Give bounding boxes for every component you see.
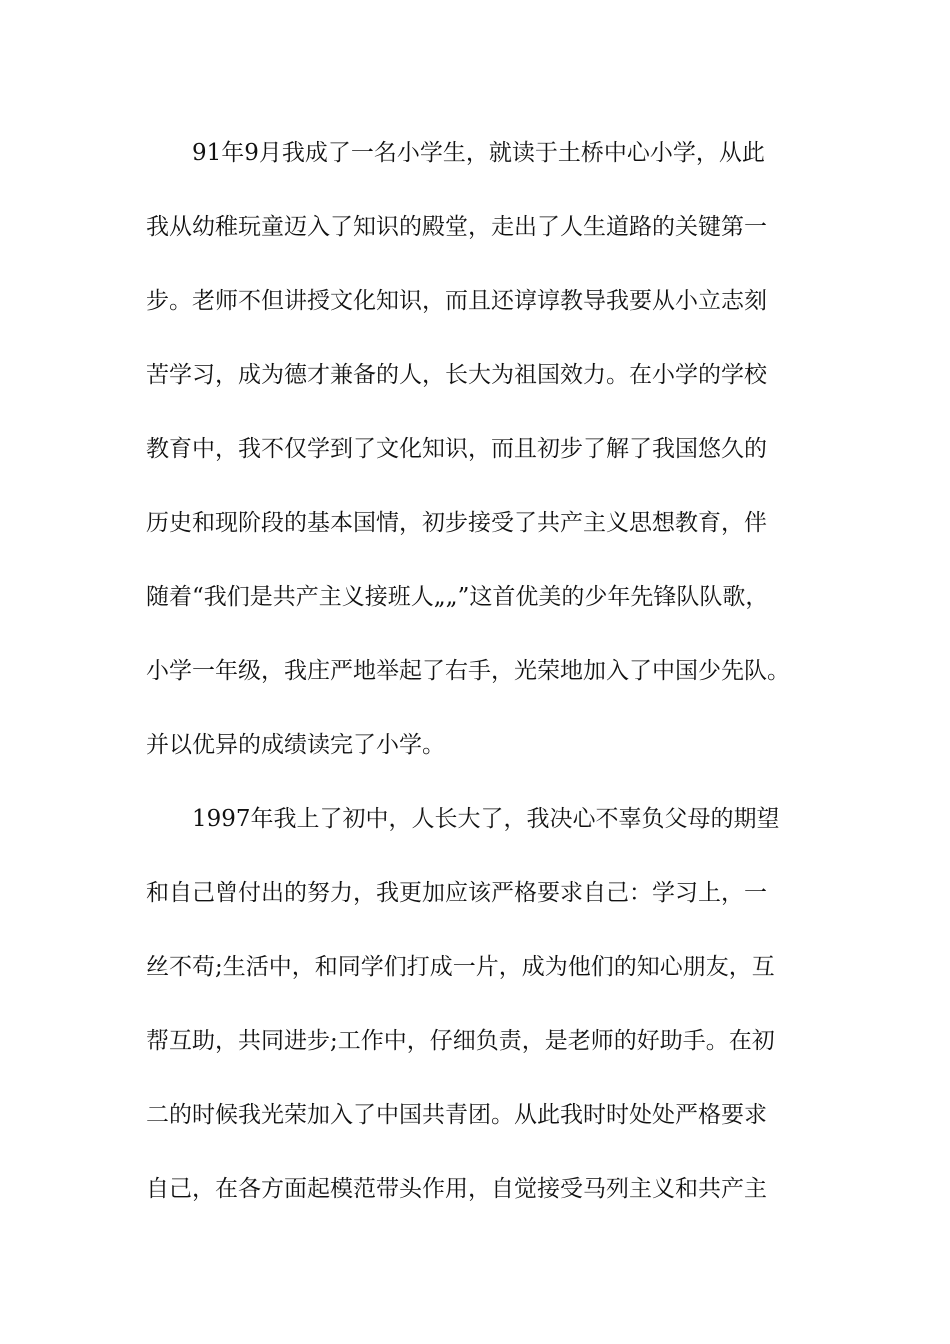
paragraph-1-line-2: 我从幼稚玩童迈入了知识的殿堂，走出了人生道路的关键第一: [146, 214, 767, 240]
paragraph-1-line-3: 步。老师不但讲授文化知识，而且还谆谆教导我要从小立志刻: [146, 288, 767, 314]
paragraph-2-line-5: 二的时候我光荣加入了中国共青团。从此我时时处处严格要求: [146, 1102, 767, 1128]
paragraph-1-line-1: 91年9月我成了一名小学生，就读于土桥中心小学，从此: [192, 140, 765, 166]
paragraph-1-line-7: 随着“我们是共产主义接班人„„”这首优美的少年先锋队队歌，: [146, 584, 769, 610]
paragraph-2-line-6: 自己，在各方面起模范带头作用，自觉接受马列主义和共产主: [146, 1176, 767, 1202]
paragraph-1-line-8: 小学一年级，我庄严地举起了右手，光荣地加入了中国少先队。: [146, 658, 790, 684]
paragraph-1-line-6: 历史和现阶段的基本国情，初步接受了共产主义思想教育，伴: [146, 510, 767, 536]
paragraph-1-line-5: 教育中，我不仅学到了文化知识，而且初步了解了我国悠久的: [146, 436, 767, 462]
paragraph-2-line-1: 1997年我上了初中，人长大了，我决心不辜负父母的期望: [192, 806, 780, 832]
paragraph-2-line-3: 丝不苟;生活中，和同学们打成一片，成为他们的知心朋友，互: [146, 954, 775, 980]
paragraph-2-line-4: 帮互助，共同进步;工作中，仔细负责，是老师的好助手。在初: [146, 1028, 775, 1054]
paragraph-2-line-2: 和自己曾付出的努力，我更加应该严格要求自己：学习上，一: [146, 880, 767, 906]
paragraph-1-line-9: 并以优异的成绩读完了小学。: [146, 732, 445, 758]
paragraph-1-line-4: 苦学习，成为德才兼备的人，长大为祖国效力。在小学的学校: [146, 362, 767, 388]
